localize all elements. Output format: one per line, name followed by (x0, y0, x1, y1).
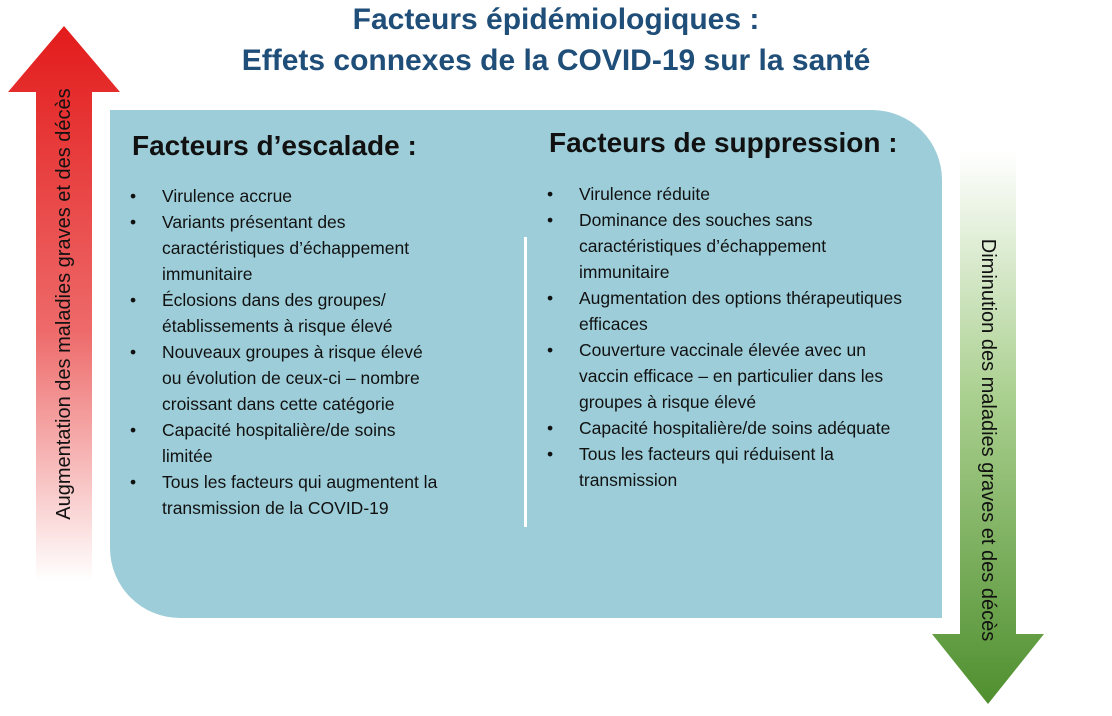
list-item: • Capacité hospitalière/de soins limitée (130, 417, 440, 469)
list-item: • Éclosions dans des groupes/établissements à risque élevé (130, 287, 440, 339)
diagram-title-line-2: Effets connexes de la COVID-19 sur la santé (241, 44, 871, 77)
list-item: • Virulence accrue (130, 183, 440, 209)
diagram-title-line-1: Facteurs épidémiologiques : (352, 3, 760, 36)
list-item: • Augmentation des options thérapeutiques efficaces (547, 285, 907, 337)
escalation-heading: Facteurs d’escalade : (132, 130, 417, 161)
list-item: • Couverture vaccinale élevée avec un vaccin efficace – en particulier dans les groupes à risque élevé (547, 337, 907, 415)
suppression-heading: Facteurs de suppression : (549, 127, 898, 158)
list-item: • Dominance des souches sans caractéristiques d’échappement immunitaire (547, 207, 907, 285)
list-item: • Nouveaux groupes à risque élevé ou évolution de ceux-ci – nombre croissant dans cette catégorie (130, 339, 440, 417)
list-item: • Tous les facteurs qui réduisent la transmission (547, 441, 907, 493)
list-item: • Tous les facteurs qui augmentent la transmission de la COVID-19 (130, 469, 440, 521)
list-item: • Capacité hospitalière/de soins adéquate (547, 415, 907, 441)
column-divider (524, 237, 527, 527)
escalation-list (130, 183, 440, 521)
list-item: • Virulence réduite (547, 181, 907, 207)
list-item: • Variants présentant des caractéristiques d’échappement immunitaire (130, 209, 440, 287)
increase-arrow-label: Augmentation des maladies graves et des décès (53, 88, 75, 520)
decrease-arrow-label: Diminution des maladies graves et des décès (977, 238, 999, 642)
suppression-list (547, 181, 907, 493)
